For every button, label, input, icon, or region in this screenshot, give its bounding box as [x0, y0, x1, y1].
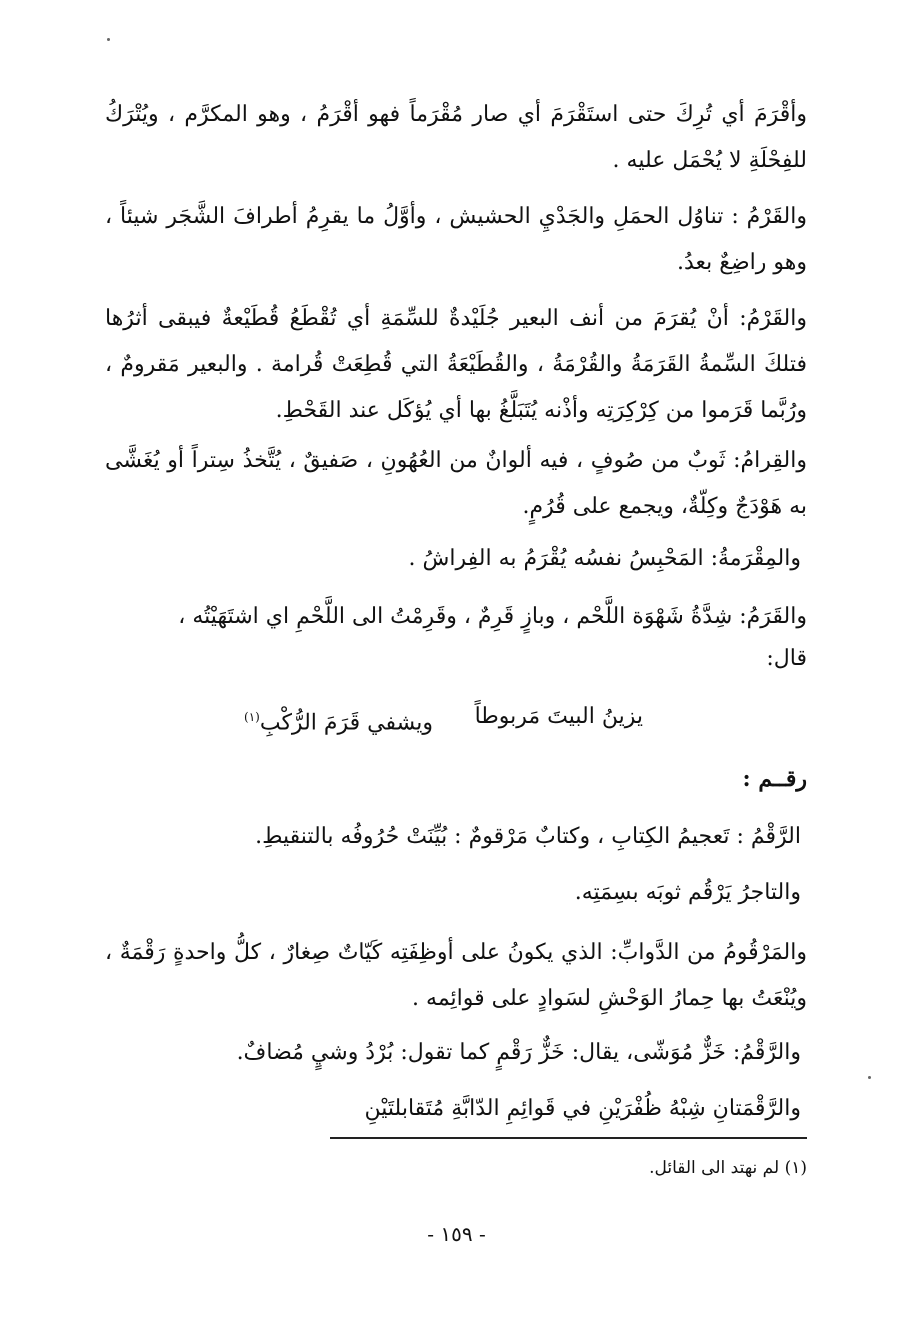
verse-first-hemistich: يزينُ البيتَ مَربوطاً	[474, 704, 643, 729]
footnote-separator	[330, 1137, 807, 1139]
paragraph-qiram: والقِرامُ: ثَوبٌ من صُوفٍ ، فيه ألوانٌ من العُهُونِ ، صَفيقٌ ، يُتَّخذُ سِتراً أو يُغَشَّى به هَوْدَجٌ وكِلّةٌ، ويجمع على قُرُمٍ.	[105, 448, 807, 519]
paragraph-raqm-definition: الرَّقْمُ : تَعجيمُ الكِتابِ ، وكتابٌ مَرْقومٌ : بُيِّنَتْ حُرُوفُه بالتنقيطِ.	[255, 824, 801, 849]
paragraph-aqrama: وأقْرَمَ أي تُرِكَ حتى استَقْرَمَ أي صار مُقْرَماً فهو أقْرَمُ ، وهو المكرَّم ، ويُتْرَكُ للفِحْلَةِ لا يُحْمَل عليه .	[105, 102, 807, 173]
scan-speck	[868, 1076, 871, 1079]
verse-second-text: ويشفي قَرَمَ الرُّكْبِ	[259, 710, 433, 736]
page-number: - ١٥٩ -	[427, 1222, 486, 1246]
paragraph-qaram: والقَرَمُ: شِدَّةُ شَهْوَة اللَّحْم ، وبازٍ قَرِمٌ ، وقَرِمْتُ الى اللَّحْمِ اي اشتَهَيْتُه ،	[178, 604, 807, 629]
paragraph-raqmatan: والرَّقْمَتانِ شِبْهُ ظُفْرَيْنِ في قَوائِمِ الدّابَّةِ مُتَقابلتَيْنِ	[364, 1096, 801, 1121]
qala-label: قال:	[766, 646, 807, 671]
paragraph-qarm-eating: والقَرْمُ : تناوُل الحمَلِ والجَدْيِ الحشيش ، وأوَّلُ ما يقرِمُ أطرافَ الشَّجَر شيئاً ، وهو راضِعٌ بعدُ.	[105, 204, 807, 275]
footnote-marker: (١)	[244, 710, 260, 724]
paragraph-tajir: والتاجرُ يَرْقُم ثوبَه بسِمَتِه.	[574, 880, 801, 905]
paragraph-marqum: والمَرْقُومُ من الدَّوابِّ: الذي يكونُ على أوظِفَتِه كَيّاتٌ صِغارٌ ، كلُّ واحدةٍ رَقْمَةٌ ، ويُنْعَتُ بها حِمارُ الوَحْشِ لسَوادٍ على قوائِمه .	[105, 940, 807, 1011]
paragraph-qarm-branding: والقَرْمُ: أنْ يُقرَمَ من أنف البعير جُلَيْدةٌ للسِّمَةِ أي تُقْطَعُ قُطَيْعةٌ فيبقى أثرُها فتلكَ السِّمةُ القَرَمَةُ والقُرْمَةُ ، والقُطَيْعَةُ التي قُطِعَتْ قُرامة . والبعير مَقرومٌ ، ورُبَّما قَرَموا من كِرْكِرَتِه وأذْنه يُتَبَلَّغُ بها أي يُؤكَل عند القَحْطِ.	[105, 306, 807, 423]
section-heading-raqm: رقــم :	[742, 766, 807, 792]
verse-second-hemistich	[244, 700, 433, 740]
scan-speck	[107, 38, 110, 41]
paragraph-raqm-khazz: والرَّقْمُ: خَزٌّ مُوَشّى، يقال: خَزٌّ رَقْمٍ كما تقول: بُرْدُ وشيٍ مُضافٌ.	[236, 1040, 801, 1065]
footnote: (١) لم نهتد الى القائل.	[649, 1158, 807, 1178]
paragraph-miqrama: والمِقْرَمةُ: المَحْبِسُ نفسُه يُقْرَمُ به الفِراشُ .	[408, 546, 801, 571]
